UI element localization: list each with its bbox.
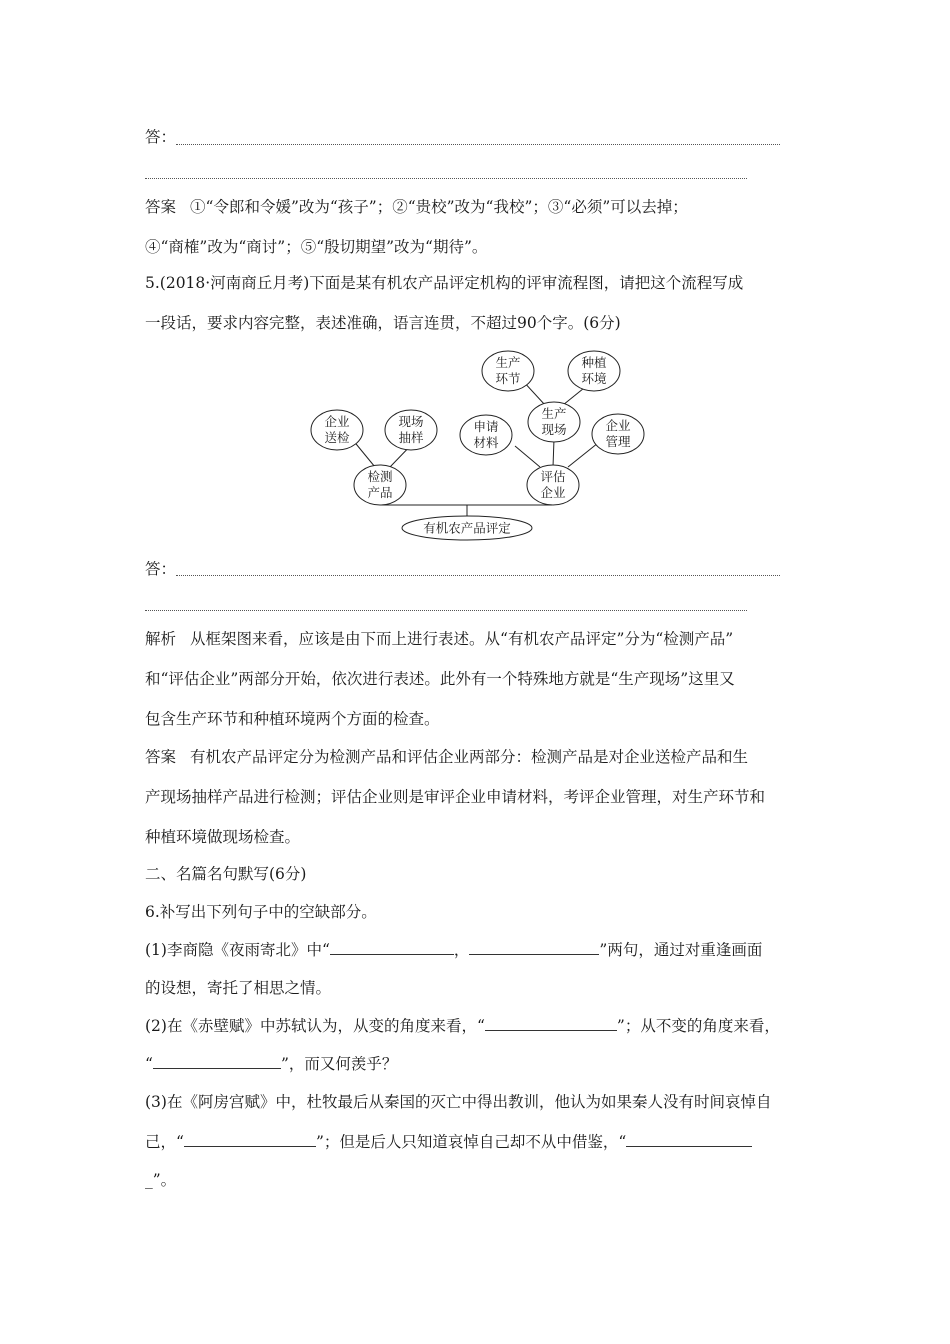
node-site-sample	[385, 410, 437, 450]
q6-p1-blank-1[interactable]	[330, 940, 454, 955]
q5-answer-label: 答：	[145, 560, 177, 578]
node-detect-product	[354, 465, 406, 505]
q5-key-line-2: 产现场抽样产品进行检测；评估企业则是审评企业申请材料，考评企业管理，对生产环节和	[145, 788, 766, 806]
node-eval-label-1: 评估	[540, 469, 566, 484]
node-send-label-1: 企业	[324, 414, 350, 429]
q4-key-label: 答案	[145, 198, 177, 216]
q5-key-text-1: 有机农产品评定分为检测产品和评估企业两部分：检测产品是对企业送检产品和生	[190, 748, 749, 766]
node-planting-environment	[568, 351, 620, 391]
q4-answer-line-2[interactable]	[145, 178, 747, 179]
node-send-label-2: 送检	[324, 430, 350, 445]
q6-part1-line2: 的设想，寄托了相思之情。	[145, 979, 332, 997]
q6-p2-blank-2[interactable]	[153, 1054, 281, 1069]
q6-part3-line2	[145, 1132, 752, 1152]
q6-part3-line1: (3)在《阿房宫赋》中，杜牧最后从秦国的灭亡中得出教训，他认为如果秦人没有时间哀悼自	[145, 1093, 772, 1111]
q4-key-line-2: ④“商榷”改为“商讨”；⑤“殷切期望”改为“期待”。	[145, 238, 488, 256]
node-mgmt-label-2: 管理	[605, 434, 631, 449]
flow-diagram	[300, 345, 660, 545]
q6-p2-text-c: “	[145, 1055, 153, 1073]
q5-key-line-1	[145, 747, 748, 767]
q5-answer-line-2[interactable]	[145, 610, 747, 611]
node-env-label-2: 环境	[581, 371, 607, 386]
q6-part2-line2	[145, 1054, 397, 1074]
q6-p1-text-a: (1)李商隐《夜雨寄北》中“	[145, 941, 330, 959]
section-heading: 二、名篇名句默写(6分)	[145, 865, 307, 883]
node-apply-label-2: 材料	[473, 435, 499, 450]
edge-apply-eval	[515, 446, 540, 467]
q4-answer-line-1[interactable]	[176, 144, 780, 145]
q6-part3-line3: _”。	[145, 1171, 177, 1189]
q6-p3-text-c: ”；但是后人只知道哀悼自己却不从中借鉴，“	[315, 1133, 627, 1151]
q5-analysis-text-1: 从框架图来看，应该是由下而上进行表述。从“有机农产品评定”分为“检测产品”	[190, 630, 734, 648]
q6-p1-text-b: ”两句，通过对重逢画面	[599, 941, 763, 959]
q6-p3-blank-1[interactable]	[184, 1132, 316, 1147]
q6-p1-blank-2[interactable]	[469, 940, 599, 955]
node-detect-label-2: 产品	[367, 485, 393, 500]
node-production-link	[482, 351, 534, 391]
node-root-label: 有机农产品评定	[423, 520, 511, 536]
node-enterprise-management	[592, 414, 644, 454]
edge-site-eval	[553, 439, 554, 467]
q6-stem: 6.补写出下列句子中的空缺部分。	[145, 903, 377, 921]
node-env-label-1: 种植	[581, 355, 607, 370]
q5-analysis-line-2: 和“评估企业”两部分开始，依次进行表述。此外有一个特殊地方就是“生产现场”这里又	[145, 670, 735, 688]
node-sample-label-2: 抽样	[398, 430, 424, 445]
node-site-label-2: 现场	[541, 422, 567, 437]
node-mgmt-label-1: 企业	[605, 418, 631, 433]
q4-key-line-1	[145, 197, 688, 217]
node-link-label-1: 生产	[495, 355, 521, 370]
node-evaluate-enterprise	[527, 465, 579, 505]
q5-analysis-line-3: 包含生产环节和种植环境两个方面的检查。	[145, 710, 440, 728]
q4-answer-label: 答：	[145, 128, 177, 146]
node-detect-label-1: 检测	[367, 469, 393, 484]
q6-p2-text-a: (2)在《赤壁赋》中苏轼认为，从变的角度来看，“	[145, 1017, 485, 1035]
node-root	[402, 516, 532, 540]
node-enterprise-send	[311, 410, 363, 450]
q5-answer-line-1[interactable]	[176, 575, 780, 576]
q5-key-line-3: 种植环境做现场检查。	[145, 828, 301, 846]
q5-key-label: 答案	[145, 748, 177, 766]
node-production-site	[528, 402, 580, 442]
q6-p2-text-b: ”；从不变的角度来看，	[616, 1017, 780, 1035]
node-sample-label-1: 现场	[398, 414, 424, 429]
node-apply-label-1: 申请	[473, 419, 499, 434]
q6-part2-line1	[145, 1016, 780, 1036]
q6-p2-text-d: ”，而又何羡乎？	[280, 1055, 398, 1073]
q6-part1-line1	[145, 940, 762, 960]
node-site-label-1: 生产	[541, 406, 567, 421]
q6-p3-text-b: 己，“	[145, 1133, 184, 1151]
q5-analysis-line-1	[145, 629, 733, 649]
q5-analysis-label: 解析	[145, 630, 177, 648]
q5-stem-line-1: 5.(2018·河南商丘月考)下面是某有机农产品评定机构的评审流程图，请把这个流程写成	[145, 274, 744, 292]
node-eval-label-2: 企业	[540, 485, 566, 500]
q4-key-text-1: ①“令郎和令媛”改为“孩子”；②“贵校”改为“我校”；③“必须”可以去掉；	[190, 198, 688, 216]
q6-p2-blank-1[interactable]	[485, 1016, 617, 1031]
edge-mgmt-eval	[568, 443, 598, 467]
node-apply-materials	[460, 415, 512, 455]
q6-p1-sep: ，	[453, 941, 470, 959]
q5-stem-line-2: 一段话，要求内容完整，表述准确，语言连贯，不超过90个字。(6分)	[145, 314, 621, 332]
node-link-label-2: 环节	[495, 371, 521, 386]
q6-p3-blank-2[interactable]	[626, 1132, 752, 1147]
